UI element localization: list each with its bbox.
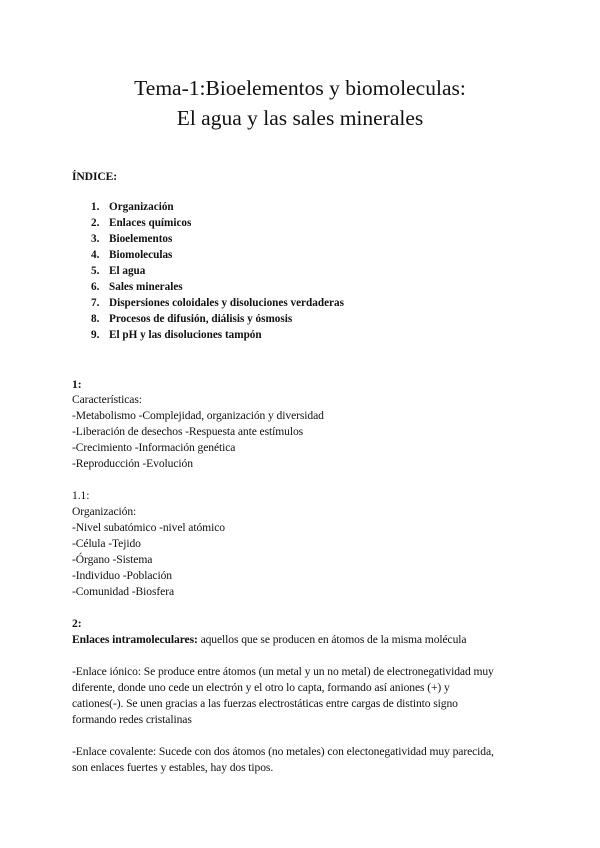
ionic-bond-line: -Enlace iónico: Se produce entre átomos (un metal y un no metal) de electronegatividad muy [72, 665, 494, 678]
section-1-1-line: -Nivel subatómico -nivel atómico [72, 521, 225, 534]
section-1-line: -Reproducción -Evolución [72, 457, 193, 470]
section-1-line: -Liberación de desechos -Respuesta ante estímulos [72, 425, 304, 438]
index-item-label: Procesos de difusión, diálisis y ósmosis [109, 313, 293, 325]
section-1-1-line: -Individuo -Población [72, 569, 172, 582]
index-item-number: 5. [91, 265, 100, 277]
section-2-intro-term: Enlaces intramoleculares: [72, 633, 198, 646]
index-item-label: El agua [109, 265, 146, 277]
section-1-1-line: -Comunidad -Biosfera [72, 585, 174, 598]
index-item-label: Biomoleculas [109, 249, 173, 261]
section-1-line: -Crecimiento -Información genética [72, 441, 236, 454]
index-item-number: 2. [91, 217, 100, 229]
ionic-bond-line: cationes(-). Se unen gracias a las fuerzas electrostáticas entre cargas de distinto signo [72, 697, 458, 710]
index-item-label: Organización [109, 201, 174, 213]
section-1-1-line: -Célula -Tejido [72, 537, 141, 550]
section-1-1-subtitle: Organización: [72, 505, 137, 518]
ionic-bond-line: diferente, donde uno cede un electrón y el otro lo capta, formando así aniones (+) y [72, 681, 450, 694]
section-2-intro [72, 634, 466, 646]
section-2-heading: 2: [72, 617, 82, 630]
index-item-number: 9. [91, 329, 100, 341]
index-item-label: Enlaces químicos [109, 217, 192, 229]
section-1-subtitle: Características: [72, 393, 142, 406]
ionic-bond-line: formando redes cristalinas [72, 713, 192, 726]
index-item-number: 3. [91, 233, 100, 245]
section-1-1-line: -Órgano -Sistema [72, 553, 153, 566]
section-1-heading: 1: [72, 378, 82, 391]
index-item-number: 7. [91, 297, 100, 309]
index-item-label: Dispersiones coloidales y disoluciones verdaderas [109, 297, 344, 309]
index-heading: ÍNDICE: [72, 170, 118, 183]
index-item-label: El pH y las disoluciones tampón [109, 329, 262, 341]
index-item-number: 1. [91, 201, 100, 213]
index-item-label: Bioelementos [109, 233, 173, 245]
document-title-line-2: El agua y las sales minerales [176, 106, 424, 130]
document-title-line-1: Tema-1:Bioelementos y biomoleculas: [134, 76, 466, 100]
covalent-bond-line: son enlaces fuertes y estables, hay dos tipos. [72, 761, 274, 774]
index-item-number: 4. [91, 249, 100, 261]
index-item-number: 8. [91, 313, 100, 325]
section-1-1-heading: 1.1: [72, 489, 90, 502]
covalent-bond-line: -Enlace covalente: Sucede con dos átomos (no metales) con electonegatividad muy parecida, [72, 745, 494, 758]
index-item-number: 6. [91, 281, 100, 293]
section-2-intro-text: aquellos que se producen en átomos de la misma molécula [197, 633, 467, 646]
index-item-label: Sales minerales [109, 281, 183, 293]
section-1-line: -Metabolismo -Complejidad, organización y diversidad [72, 409, 324, 422]
